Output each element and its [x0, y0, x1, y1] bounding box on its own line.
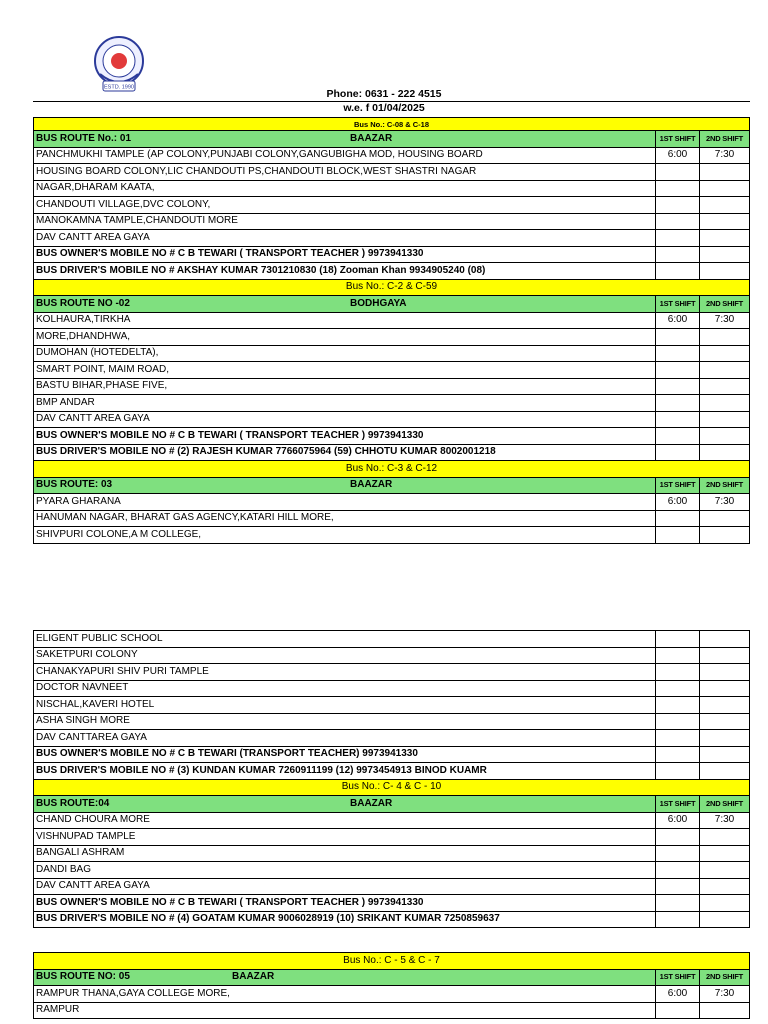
table-row — [34, 395, 750, 412]
stop-name: RAMPUR THANA,GAYA COLLEGE MORE, — [34, 986, 656, 1003]
bus-number-row — [34, 779, 750, 796]
owner-row — [34, 246, 750, 263]
table-row — [34, 631, 750, 648]
route-area: BODHGAYA — [350, 297, 407, 309]
stop-name: RAMPUR — [34, 1002, 656, 1019]
stop-name: NAGAR,DHARAM KAATA, — [34, 180, 656, 197]
table-row — [34, 664, 750, 681]
owner-contact: BUS OWNER'S MOBILE NO # C B TEWARI (TRANSPORT TEACHER) 9973941330 — [34, 746, 656, 763]
first-shift-time: 6:00 — [656, 147, 700, 164]
table-row — [34, 494, 750, 511]
table-row — [34, 527, 750, 544]
schedule-block-3 — [33, 952, 749, 1019]
table-row — [34, 510, 750, 527]
stop-name: HANUMAN NAGAR, BHARAT GAS AGENCY,KATARI HILL MORE, — [34, 510, 656, 527]
route-number: BUS ROUTE NO -02 — [36, 297, 130, 309]
owner-contact: BUS OWNER'S MOBILE NO # C B TEWARI ( TRANSPORT TEACHER ) 9973941330 — [34, 895, 656, 912]
stop-name: ELIGENT PUBLIC SCHOOL — [34, 631, 656, 648]
stop-name: CHANDOUTI VILLAGE,DVC COLONY, — [34, 197, 656, 214]
second-shift-time: 7:30 — [700, 312, 750, 329]
stop-name: DOCTOR NAVNEET — [34, 680, 656, 697]
table-row — [34, 147, 750, 164]
bus-number: Bus No.: C-08 & C-18 — [34, 118, 750, 131]
stop-name: SAKETPURI COLONY — [34, 647, 656, 664]
route-header-row — [34, 796, 750, 813]
route-area: BAAZAR — [350, 479, 393, 490]
route-number: BUS ROUTE: 03 — [36, 479, 113, 490]
effective-date: w.e. f 01/04/2025 — [343, 102, 425, 114]
stop-name: PYARA GHARANA — [34, 494, 656, 511]
stop-name: SHIVPURI COLONE,A M COLLEGE, — [34, 527, 656, 544]
phone-number: Phone: 0631 - 222 4515 — [326, 88, 442, 100]
table-row — [34, 986, 750, 1003]
stop-name: DUMOHAN (HOTEDELTA), — [34, 345, 656, 362]
second-shift-time: 7:30 — [700, 986, 750, 1003]
table-row — [34, 345, 750, 362]
stop-name: BANGALI ASHRAM — [34, 845, 656, 862]
stop-name: DANDI BAG — [34, 862, 656, 879]
stop-name: CHAND CHOURA MORE — [34, 812, 656, 829]
table-row — [34, 845, 750, 862]
second-shift-time: 7:30 — [700, 812, 750, 829]
owner-row — [34, 746, 750, 763]
bus-number-row — [34, 279, 750, 296]
stop-name: KOLHAURA,TIRKHA — [34, 312, 656, 329]
route-header-row — [34, 477, 750, 494]
table-row — [34, 862, 750, 879]
driver-contact: BUS DRIVER'S MOBILE NO # (4) GOATAM KUMAR 9006028919 (10) SRIKANT KUMAR 7250859637 — [34, 911, 656, 928]
first-shift-header: 1ST SHIFT — [656, 796, 700, 813]
route-header-row — [34, 969, 750, 986]
first-shift-time: 6:00 — [656, 494, 700, 511]
table-row — [34, 647, 750, 664]
stop-name: SMART POINT, MAIM ROAD, — [34, 362, 656, 379]
stop-name: DAV CANTT AREA GAYA — [34, 878, 656, 895]
table-row — [34, 329, 750, 346]
second-shift-header: 2ND SHIFT — [700, 477, 750, 494]
driver-contact: BUS DRIVER'S MOBILE NO # (3) KUNDAN KUMAR 7260911199 (12) 9973454913 BINOD KUAMR — [34, 763, 656, 780]
schedule-block-2 — [33, 630, 749, 928]
driver-row — [34, 911, 750, 928]
driver-contact: BUS DRIVER'S MOBILE NO # AKSHAY KUMAR 7301210830 (18) Zooman Khan 9934905240 (08) — [34, 263, 656, 280]
bus-number-row — [34, 118, 750, 131]
driver-row — [34, 444, 750, 461]
table-row — [34, 829, 750, 846]
first-shift-time: 6:00 — [656, 986, 700, 1003]
driver-row — [34, 763, 750, 780]
table-row — [34, 713, 750, 730]
table-row — [34, 812, 750, 829]
stop-name: DAV CANTTAREA GAYA — [34, 730, 656, 747]
route-area: BAAZAR — [232, 971, 275, 982]
second-shift-header: 2ND SHIFT — [700, 131, 750, 148]
bus-number: Bus No.: C-2 & C-59 — [34, 279, 750, 296]
logo-estd-text: ESTD. 1990 — [104, 84, 134, 91]
route-number: BUS ROUTE NO: 05 — [36, 971, 130, 982]
route-header-row — [34, 296, 750, 313]
first-shift-header: 1ST SHIFT — [656, 131, 700, 148]
owner-contact: BUS OWNER'S MOBILE NO # C B TEWARI ( TRANSPORT TEACHER ) 9973941330 — [34, 246, 656, 263]
table-row — [34, 362, 750, 379]
stop-name: ASHA SINGH MORE — [34, 713, 656, 730]
table-row — [34, 213, 750, 230]
bus-number-row — [34, 461, 750, 478]
table-row — [34, 312, 750, 329]
stop-name: VISHNUPAD TAMPLE — [34, 829, 656, 846]
driver-contact: BUS DRIVER'S MOBILE NO # (2) RAJESH KUMAR 7766075964 (59) CHHOTU KUMAR 8002001218 — [34, 444, 656, 461]
stop-name: BMP ANDAR — [34, 395, 656, 412]
route-area: BAAZAR — [350, 797, 393, 809]
driver-row — [34, 263, 750, 280]
stop-name: CHANAKYAPURI SHIV PURI TAMPLE — [34, 664, 656, 681]
second-shift-header: 2ND SHIFT — [700, 969, 750, 986]
table-row — [34, 230, 750, 247]
table-row — [34, 197, 750, 214]
second-shift-time: 7:30 — [700, 494, 750, 511]
table-row — [34, 1002, 750, 1019]
first-shift-time: 6:00 — [656, 312, 700, 329]
schedule-table-2 — [33, 630, 750, 928]
schedule-table-3 — [33, 952, 750, 1019]
table-row — [34, 378, 750, 395]
table-row — [34, 730, 750, 747]
bus-number: Bus No.: C- 4 & C - 10 — [34, 779, 750, 796]
bus-number: Bus No.: C - 5 & C - 7 — [34, 953, 750, 970]
table-row — [34, 878, 750, 895]
stop-name: BASTU BIHAR,PHASE FIVE, — [34, 378, 656, 395]
owner-row — [34, 428, 750, 445]
stop-name: PANCHMUKHI TAMPLE (AP COLONY,PUNJABI COLONY,GANGUBIGHA MOD, HOUSING BOARD — [34, 147, 656, 164]
stop-name: NISCHAL,KAVERI HOTEL — [34, 697, 656, 714]
table-row — [34, 411, 750, 428]
first-shift-header: 1ST SHIFT — [656, 477, 700, 494]
first-shift-time: 6:00 — [656, 812, 700, 829]
first-shift-header: 1ST SHIFT — [656, 296, 700, 313]
table-row — [34, 680, 750, 697]
bus-number: Bus No.: C-3 & C-12 — [34, 461, 750, 478]
route-header-row — [34, 131, 750, 148]
first-shift-header: 1ST SHIFT — [656, 969, 700, 986]
route-number: BUS ROUTE No.: 01 — [36, 132, 132, 144]
bus-number-row — [34, 953, 750, 970]
owner-contact: BUS OWNER'S MOBILE NO # C B TEWARI ( TRANSPORT TEACHER ) 9973941330 — [34, 428, 656, 445]
stop-name: MORE,DHANDHWA, — [34, 329, 656, 346]
schedule-block-1 — [33, 117, 749, 544]
second-shift-header: 2ND SHIFT — [700, 796, 750, 813]
stop-name: DAV CANTT AREA GAYA — [34, 411, 656, 428]
second-shift-time: 7:30 — [700, 147, 750, 164]
stop-name: MANOKAMNA TAMPLE,CHANDOUTI MORE — [34, 213, 656, 230]
table-row — [34, 164, 750, 181]
stop-name: HOUSING BOARD COLONY,LIC CHANDOUTI PS,CHANDOUTI BLOCK,WEST SHASTRI NAGAR — [34, 164, 656, 181]
table-row — [34, 697, 750, 714]
second-shift-header: 2ND SHIFT — [700, 296, 750, 313]
route-area: BAAZAR — [350, 132, 393, 144]
table-row — [34, 180, 750, 197]
route-number: BUS ROUTE:04 — [36, 797, 110, 809]
schedule-table-1 — [33, 117, 750, 544]
owner-row — [34, 895, 750, 912]
stop-name: DAV CANTT AREA GAYA — [34, 230, 656, 247]
